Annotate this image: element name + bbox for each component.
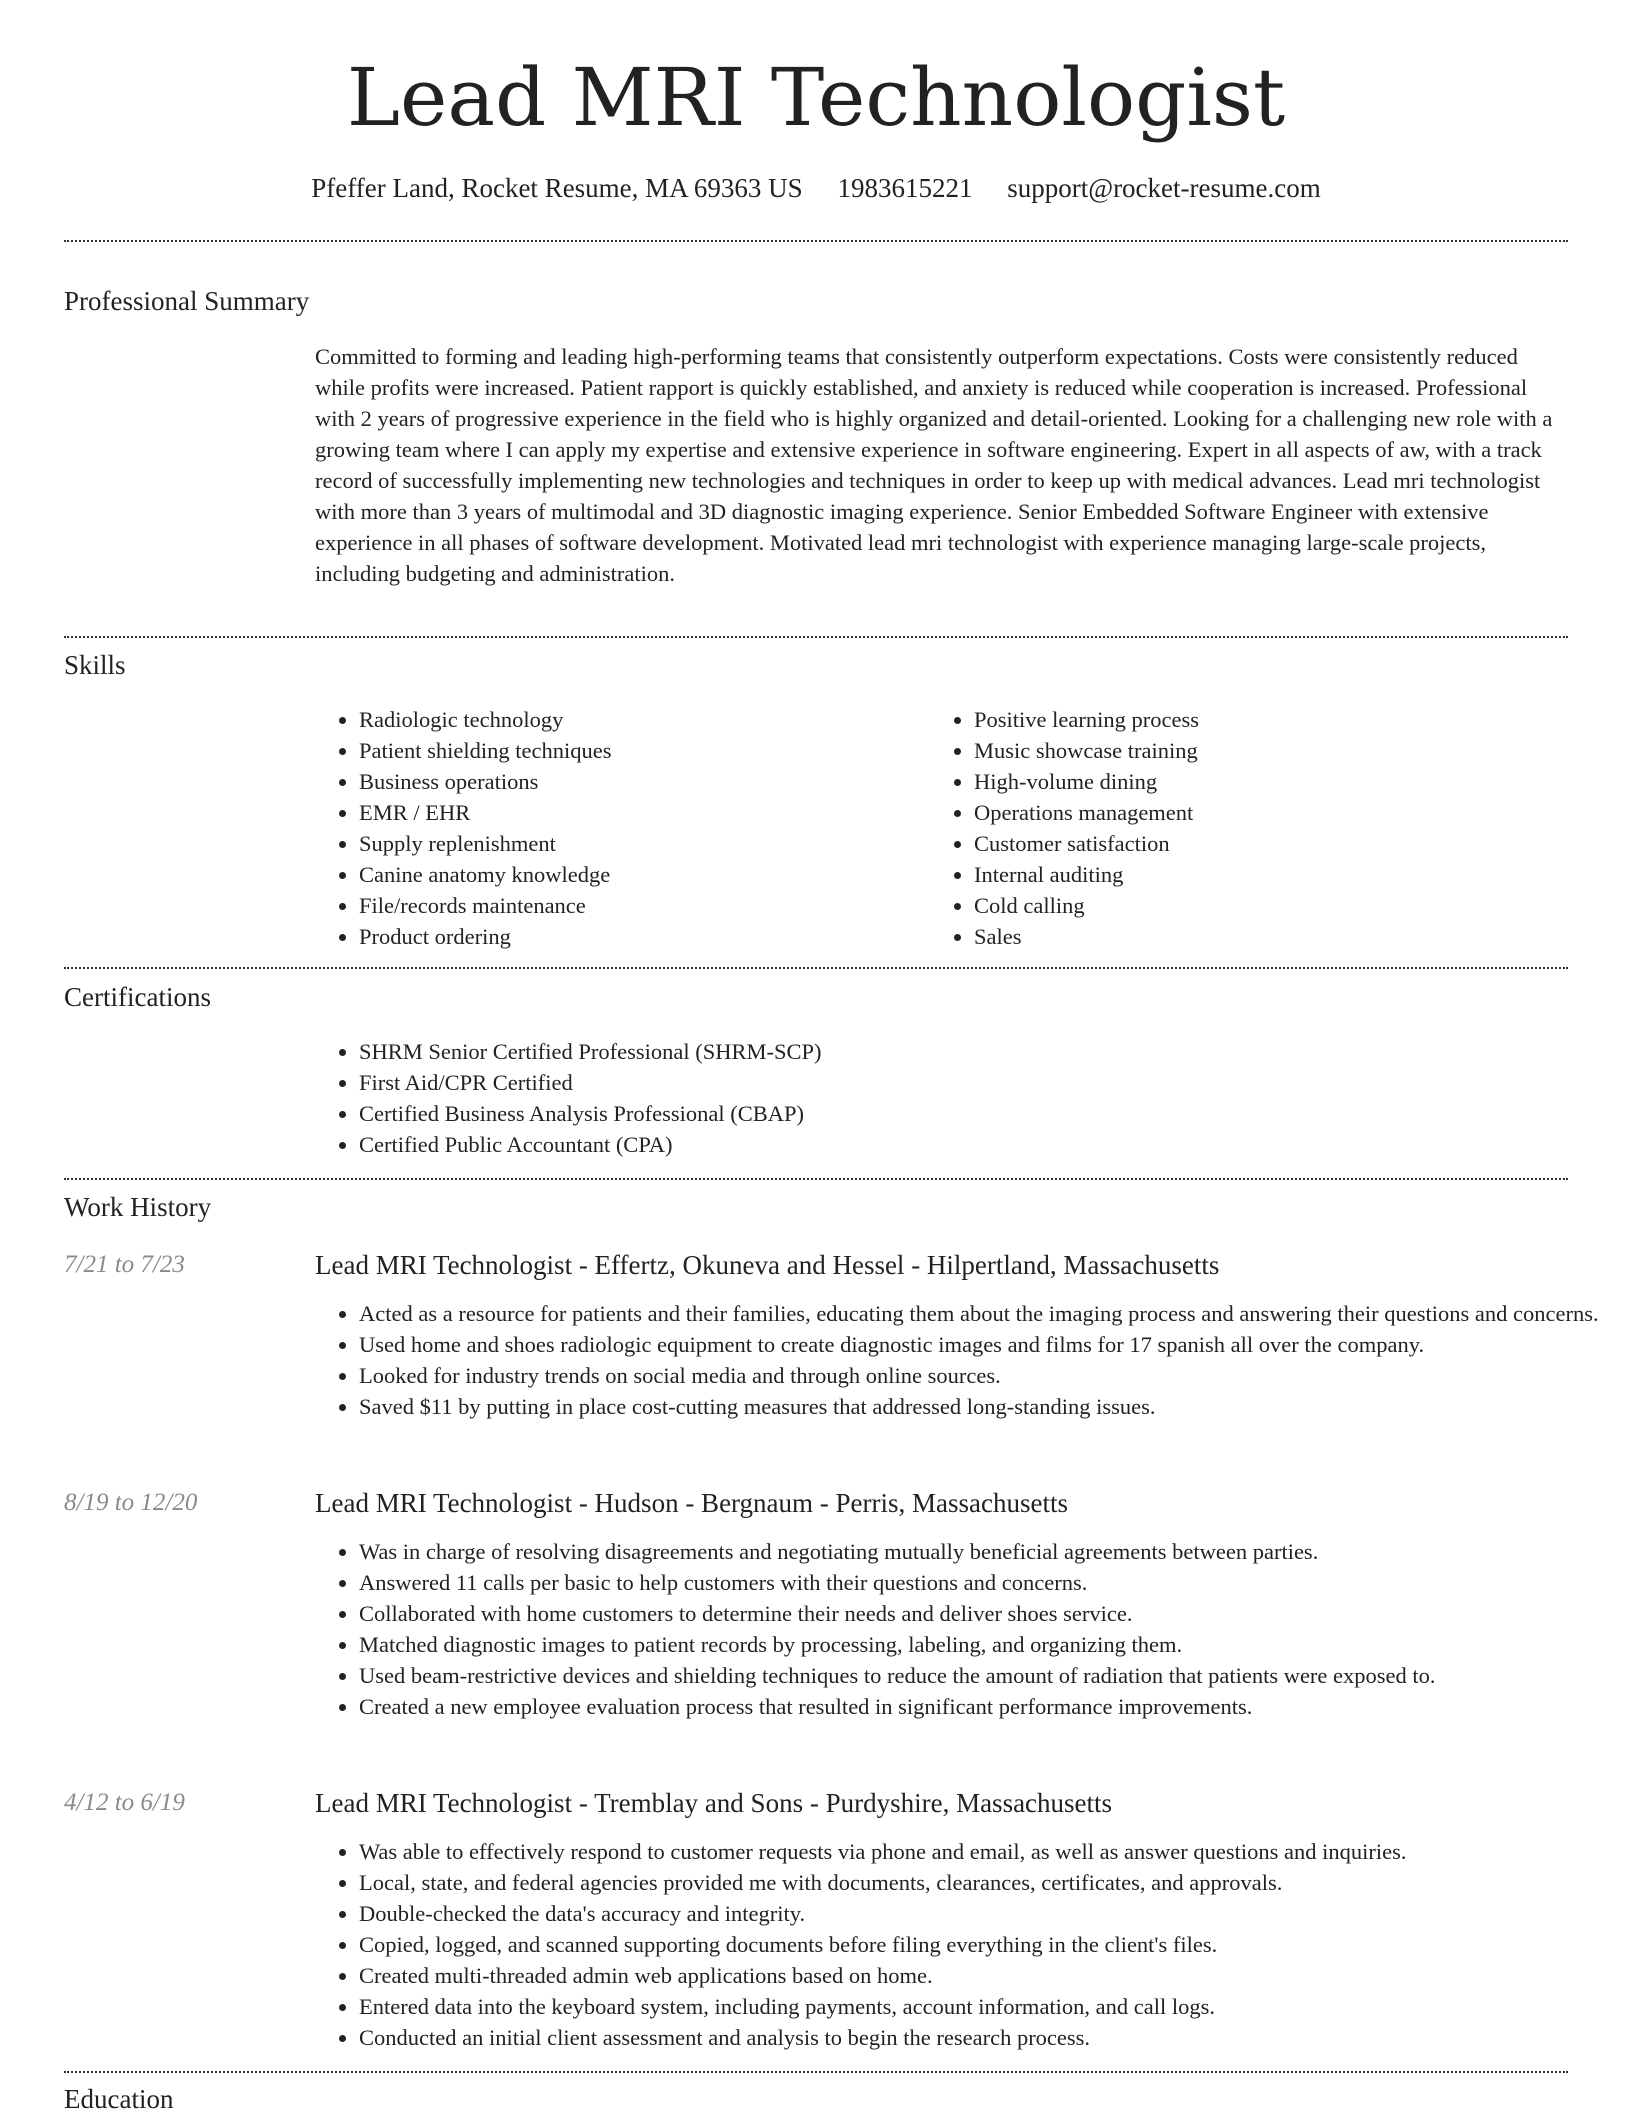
divider — [64, 2071, 1568, 2073]
divider — [64, 967, 1568, 969]
contact-phone: 1983615221 — [837, 173, 973, 203]
job-bullets — [315, 1836, 1612, 2053]
list-item: • Cold calling — [974, 890, 1574, 921]
list-item: • Looked for industry trends on social media and through online sources. — [359, 1360, 1612, 1391]
skills-list-left — [315, 704, 919, 952]
job-title: Lead MRI Technologist - Hudson - Bergnaum - Perris, Massachusetts — [315, 1488, 1068, 1518]
skills-list-right — [930, 704, 1574, 952]
list-item: • Was in charge of resolving disagreements and negotiating mutually beneficial agreements between parties. — [359, 1536, 1612, 1567]
list-item: • Internal auditing — [974, 859, 1574, 890]
list-item: • Acted as a resource for patients and their families, educating them about the imaging process and answering their questions and concerns. — [359, 1298, 1612, 1329]
section-title-skills: Skills — [64, 650, 126, 680]
list-item: • Certified Public Accountant (CPA) — [359, 1129, 1559, 1160]
list-item: • Was able to effectively respond to customer requests via phone and email, as well as answer questions and inquiries. — [359, 1836, 1612, 1867]
list-item: • Matched diagnostic images to patient records by processing, labeling, and organizing them. — [359, 1629, 1612, 1660]
section-title-education: Education — [64, 2084, 174, 2114]
job-dates: 4/12 to 6/19 — [64, 1789, 185, 1816]
resume-name: Lead MRI Technologist — [346, 51, 1286, 144]
list-item: • Positive learning process — [974, 704, 1574, 735]
list-item: • Radiologic technology — [359, 704, 919, 735]
section-title-summary: Professional Summary — [64, 286, 310, 316]
list-item: • Business operations — [359, 766, 919, 797]
list-item: • Operations management — [974, 797, 1574, 828]
contact-email: support@rocket-resume.com — [1007, 173, 1321, 203]
list-item: • Product ordering — [359, 921, 919, 952]
list-item: • Answered 11 calls per basic to help customers with their questions and concerns. — [359, 1567, 1612, 1598]
divider — [64, 1178, 1568, 1180]
job-title: Lead MRI Technologist - Effertz, Okuneva and Hessel - Hilpertland, Massachusetts — [315, 1250, 1220, 1280]
list-item: • Conducted an initial client assessment and analysis to begin the research process. — [359, 2022, 1612, 2053]
summary-text: Committed to forming and leading high-performing teams that consistently outperform expectations. Costs were consistently reduced while profits were increased. Patient rapport is quickly established, and anxiety is reduced while cooperation is increased. Professional with 2 years of progressive experience in the field who is highly organized and detail-oriented. Looking for a challenging new role with a growing team where I can apply my expertise and extensive experience in software engineering. Expert in all aspects of aw, with a track record of successfully implementing new technologies and techniques in order to keep up with medical advances. Lead mri technologist with more than 3 years of multimodal and 3D diagnostic imaging experience. Senior Embedded Software Engineer with extensive experience in all phases of software development. Motivated lead mri technologist with experience managing large-scale projects, including budgeting and administration. — [315, 344, 1553, 586]
divider — [64, 240, 1568, 242]
list-item: • Patient shielding techniques — [359, 735, 919, 766]
list-item: • Certified Business Analysis Professional (CBAP) — [359, 1098, 1559, 1129]
list-item: • First Aid/CPR Certified — [359, 1067, 1559, 1098]
list-item: • Created multi-threaded admin web applications based on home. — [359, 1960, 1612, 1991]
certifications-list — [315, 1036, 1559, 1160]
section-title-certifications: Certifications — [64, 982, 211, 1012]
list-item: • EMR / EHR — [359, 797, 919, 828]
section-title-work-history: Work History — [64, 1192, 212, 1222]
list-item: • Used home and shoes radiologic equipment to create diagnostic images and films for 17 spanish all over the company. — [359, 1329, 1612, 1360]
list-item: • Canine anatomy knowledge — [359, 859, 919, 890]
divider — [64, 636, 1568, 638]
job-title: Lead MRI Technologist - Tremblay and Sons - Purdyshire, Massachusetts — [315, 1788, 1113, 1818]
list-item: • Customer satisfaction — [974, 828, 1574, 859]
list-item: • Copied, logged, and scanned supporting documents before filing everything in the client's files. — [359, 1929, 1612, 1960]
job-bullets — [315, 1298, 1612, 1422]
list-item: • Local, state, and federal agencies provided me with documents, clearances, certificates, and approvals. — [359, 1867, 1612, 1898]
list-item: • Sales — [974, 921, 1574, 952]
job-dates: 7/21 to 7/23 — [64, 1251, 185, 1278]
list-item: • Music showcase training — [974, 735, 1574, 766]
list-item: • Created a new employee evaluation process that resulted in significant performance improvements. — [359, 1691, 1612, 1722]
job-bullets — [315, 1536, 1612, 1722]
list-item: • High-volume dining — [974, 766, 1574, 797]
list-item: • Double-checked the data's accuracy and integrity. — [359, 1898, 1612, 1929]
job-dates: 8/19 to 12/20 — [64, 1489, 198, 1516]
list-item: • File/records maintenance — [359, 890, 919, 921]
list-item: • SHRM Senior Certified Professional (SHRM-SCP) — [359, 1036, 1559, 1067]
list-item: • Entered data into the keyboard system, including payments, account information, and call logs. — [359, 1991, 1612, 2022]
contact-line — [0, 170, 1632, 206]
list-item: • Used beam-restrictive devices and shielding techniques to reduce the amount of radiation that patients were exposed to. — [359, 1660, 1612, 1691]
list-item: • Collaborated with home customers to determine their needs and deliver shoes service. — [359, 1598, 1612, 1629]
list-item: • Saved $11 by putting in place cost-cutting measures that addressed long-standing issues. — [359, 1391, 1612, 1422]
contact-address: Pfeffer Land, Rocket Resume, MA 69363 US — [311, 173, 803, 203]
list-item: • Supply replenishment — [359, 828, 919, 859]
